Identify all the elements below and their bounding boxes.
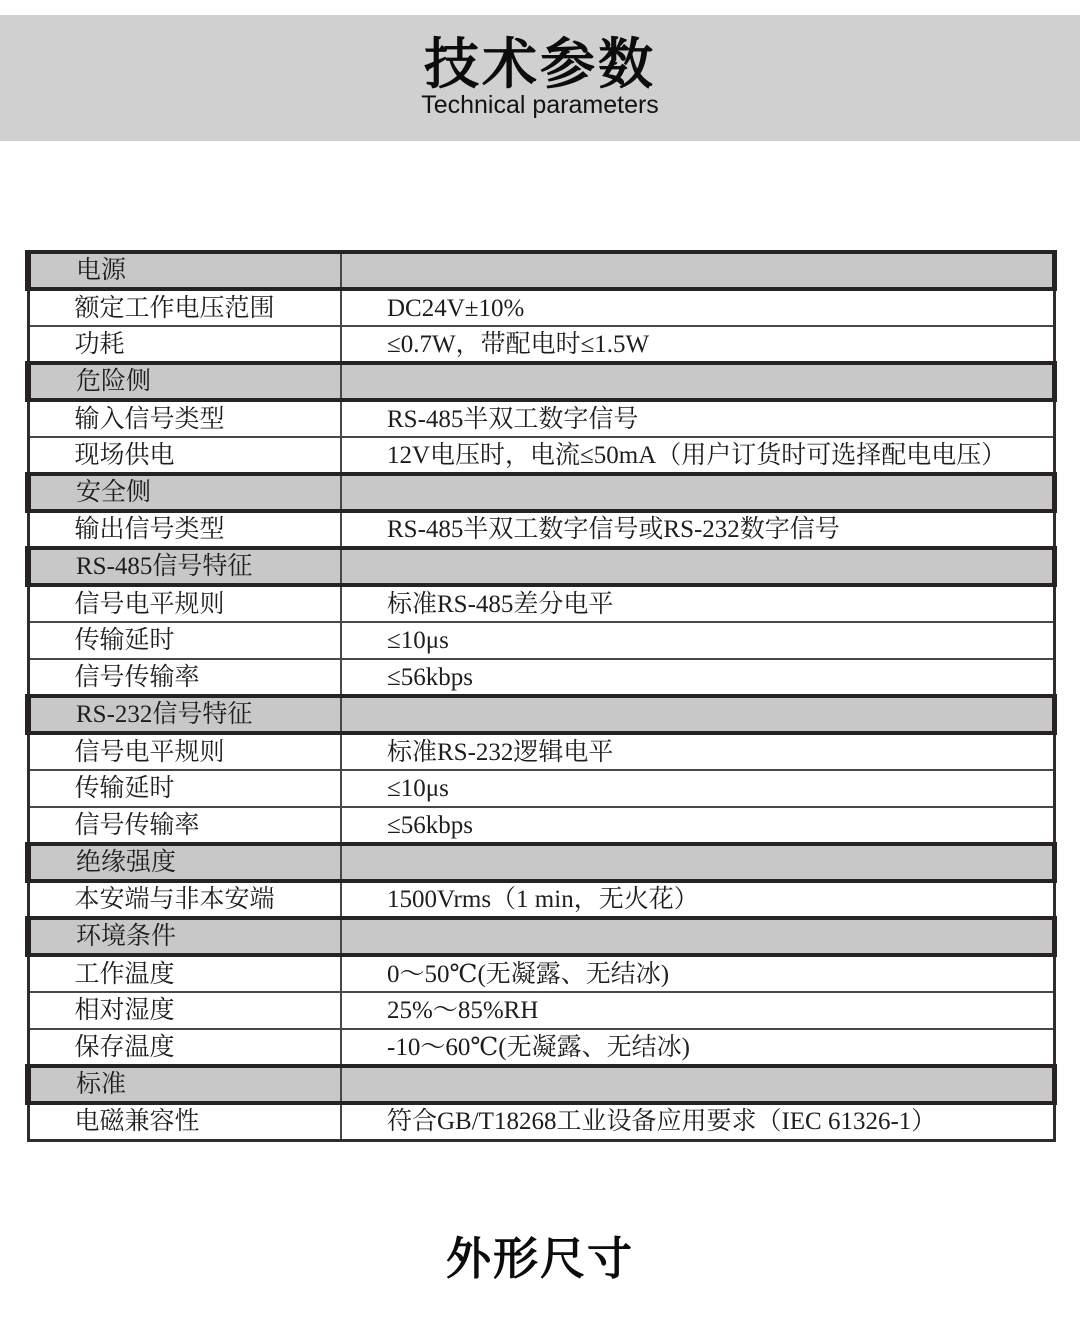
section-title-dimensions: 外形尺寸 <box>445 1233 634 1284</box>
spec-value-cell <box>341 844 1054 881</box>
table-row <box>28 1029 1054 1066</box>
header-band <box>0 15 1080 141</box>
spec-label-cell: 危险侧 <box>28 363 341 400</box>
spec-label-cell: 安全侧 <box>28 474 341 511</box>
spec-label-cell: 标准 <box>28 1066 341 1103</box>
spec-value-cell <box>341 548 1054 585</box>
spec-value-cell: RS-485半双工数字信号或RS-232数字信号 <box>341 511 1054 548</box>
spec-label-cell: 相对湿度 <box>28 992 341 1029</box>
spec-label-cell: 电磁兼容性 <box>28 1103 341 1140</box>
spec-label-cell: 输出信号类型 <box>28 511 341 548</box>
table-section-row <box>28 474 1054 511</box>
spec-label-cell: 环境条件 <box>28 918 341 955</box>
page-subtitle: Technical parameters <box>421 91 659 119</box>
table-row <box>28 1103 1054 1140</box>
spec-value-cell: RS-485半双工数字信号 <box>341 400 1054 437</box>
spec-label-cell: 输入信号类型 <box>28 400 341 437</box>
table-row <box>28 659 1054 696</box>
spec-table <box>25 250 1057 1142</box>
spec-value-cell <box>341 696 1054 733</box>
spec-value-cell: 符合GB/T18268工业设备应用要求（IEC 61326-1） <box>341 1103 1054 1140</box>
table-section-row <box>28 1066 1054 1103</box>
spec-label-cell: 信号电平规则 <box>28 585 341 622</box>
table-row <box>28 955 1054 992</box>
spec-label-cell: 传输延时 <box>28 770 341 807</box>
spec-label-cell: 信号电平规则 <box>28 733 341 770</box>
table-row <box>28 585 1054 622</box>
spec-value-cell <box>341 363 1054 400</box>
spec-value-cell <box>341 1066 1054 1103</box>
spec-label-cell: 传输延时 <box>28 622 341 659</box>
spec-label-cell: 信号传输率 <box>28 659 341 696</box>
spec-value-cell: 标准RS-232逻辑电平 <box>341 733 1054 770</box>
spec-label-cell: 现场供电 <box>28 437 341 474</box>
table-section-row <box>28 363 1054 400</box>
table-row <box>28 511 1054 548</box>
spec-value-cell: DC24V±10% <box>341 289 1054 326</box>
spec-value-cell: -10～60℃(无凝露、无结冰) <box>341 1029 1054 1066</box>
table-section-row <box>28 918 1054 955</box>
spec-label-cell: 额定工作电压范围 <box>28 289 341 326</box>
spec-value-cell: 标准RS-485差分电平 <box>341 585 1054 622</box>
spec-label-cell: 电源 <box>28 252 341 289</box>
spec-value-cell: 1500Vrms（1 min，无火花） <box>341 881 1054 918</box>
spec-label-cell: 本安端与非本安端 <box>28 881 341 918</box>
page-title: 技术参数 <box>423 33 656 95</box>
table-section-row <box>28 696 1054 733</box>
table-section-row <box>28 548 1054 585</box>
spec-label-cell: 保存温度 <box>28 1029 341 1066</box>
spec-table-body <box>28 252 1054 1140</box>
spec-value-cell: 12V电压时，电流≤50mA（用户订货时可选择配电电压） <box>341 437 1054 474</box>
spec-label-cell: 工作温度 <box>28 955 341 992</box>
table-row <box>28 770 1054 807</box>
spec-label-cell: 信号传输率 <box>28 807 341 844</box>
table-row <box>28 807 1054 844</box>
spec-value-cell: ≤10μs <box>341 770 1054 807</box>
table-row <box>28 289 1054 326</box>
spec-value-cell: 0～50℃(无凝露、无结冰) <box>341 955 1054 992</box>
table-row <box>28 622 1054 659</box>
table-row <box>28 733 1054 770</box>
spec-value-cell: ≤56kbps <box>341 659 1054 696</box>
spec-value-cell: ≤56kbps <box>341 807 1054 844</box>
spec-value-cell <box>341 918 1054 955</box>
spec-label-cell: 绝缘强度 <box>28 844 341 881</box>
table-row <box>28 437 1054 474</box>
spec-label-cell: RS-232信号特征 <box>28 696 341 733</box>
spec-value-cell: 25%～85%RH <box>341 992 1054 1029</box>
table-row <box>28 992 1054 1029</box>
spec-label-cell: 功耗 <box>28 326 341 363</box>
spec-value-cell <box>341 474 1054 511</box>
spec-label-cell: RS-485信号特征 <box>28 548 341 585</box>
spec-value-cell: ≤0.7W，带配电时≤1.5W <box>341 326 1054 363</box>
table-row <box>28 881 1054 918</box>
spec-value-cell <box>341 252 1054 289</box>
table-row <box>28 326 1054 363</box>
table-section-row <box>28 844 1054 881</box>
spec-value-cell: ≤10μs <box>341 622 1054 659</box>
table-section-row <box>28 252 1054 289</box>
table-row <box>28 400 1054 437</box>
